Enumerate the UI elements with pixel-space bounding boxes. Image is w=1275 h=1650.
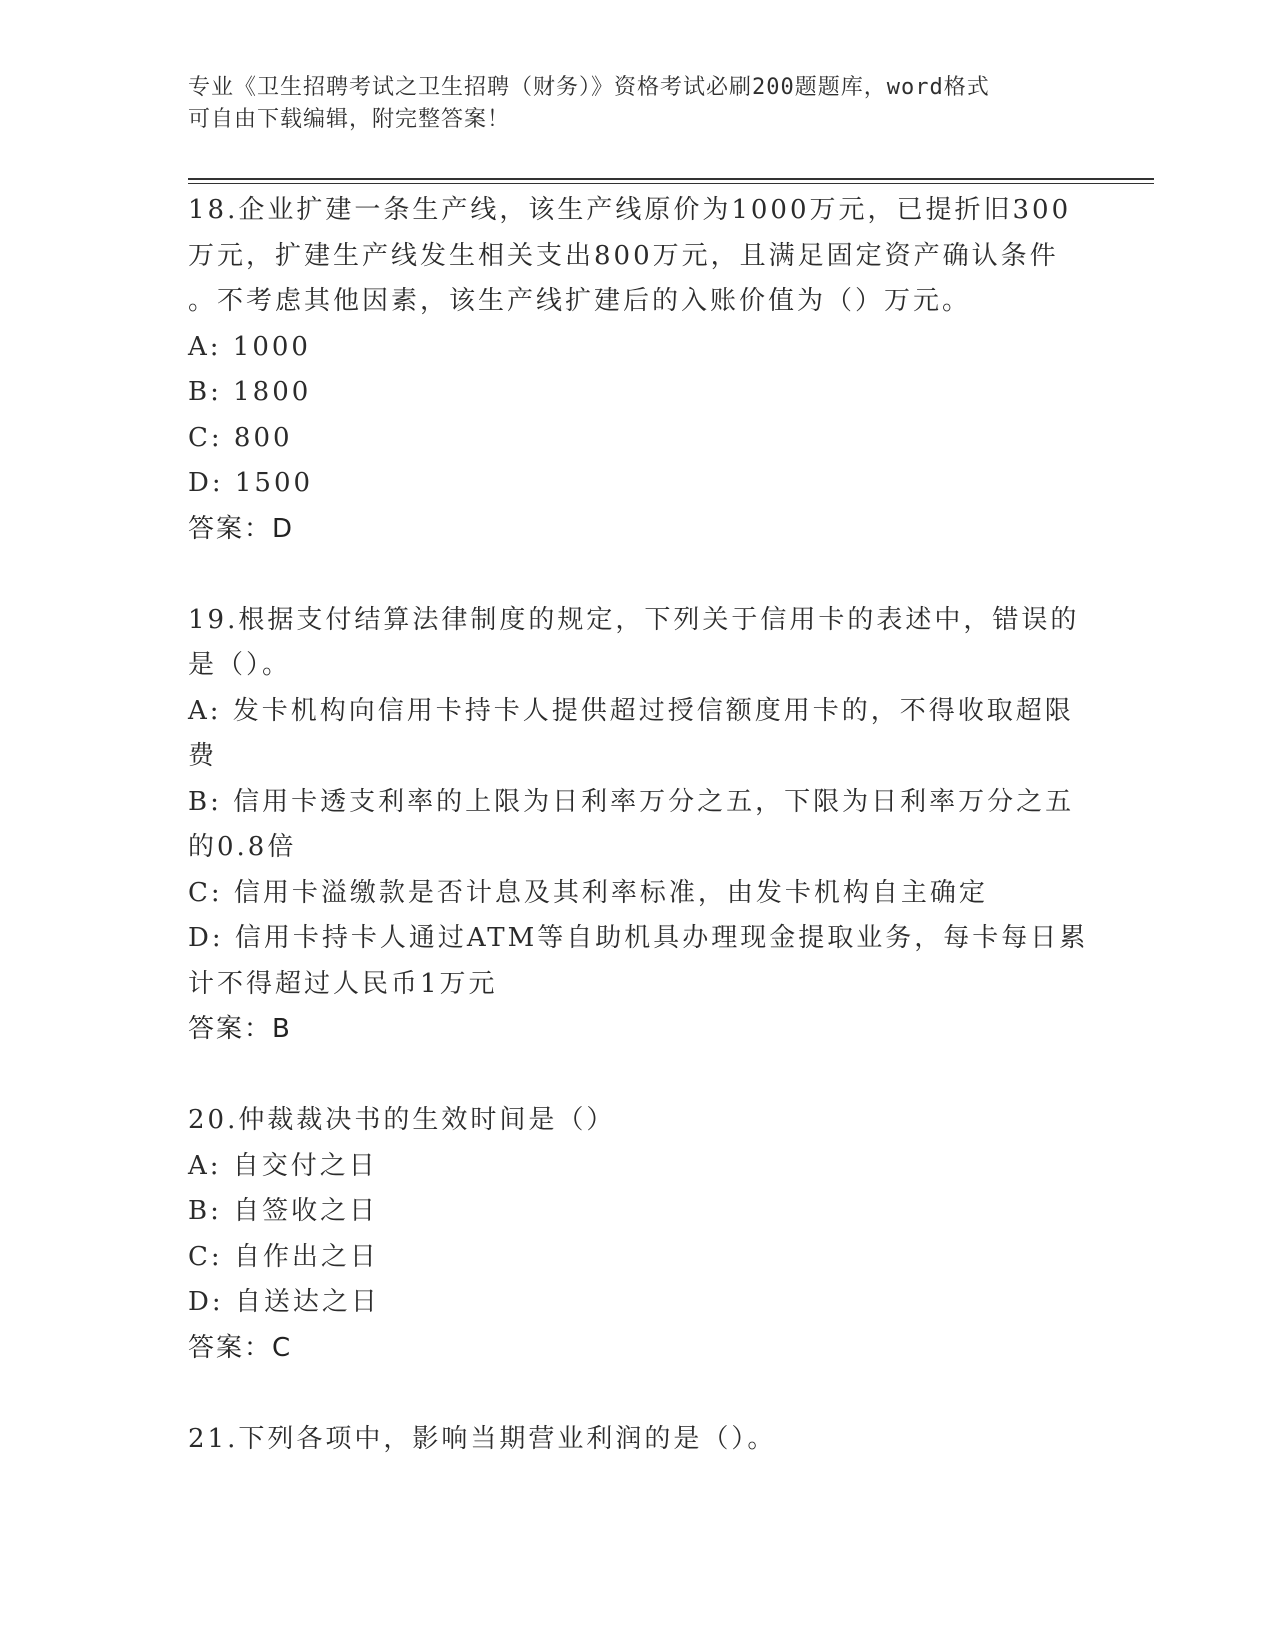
question-18 — [188, 188, 1088, 552]
question-text: 19.根据支付结算法律制度的规定，下列关于信用卡的表述中，错误的 — [188, 604, 1080, 635]
option-b: B: 自签收之日 — [188, 1196, 379, 1226]
answer: 答案：C — [188, 1332, 293, 1363]
answer: 答案：D — [188, 513, 295, 544]
option-b: B: 1800 — [188, 377, 312, 407]
header-rule-thick — [188, 178, 1154, 180]
option-a: A: 1000 — [188, 331, 311, 362]
answer: 答案：B — [188, 1014, 292, 1044]
question-text: 18.企业扩建一条生产线，该生产线原价为1000万元，已提折旧300 — [188, 195, 1072, 225]
option-d: D: 1500 — [188, 468, 314, 498]
header-line-1: 专业《卫生招聘考试之卫生招聘（财务）》资格考试必刷200题题库，word格式 — [188, 75, 990, 100]
option-c: C: 信用卡溢缴款是否计息及其利率标准，由发卡机构自主确定 — [188, 877, 988, 908]
question-19 — [188, 598, 1088, 1053]
document-header — [188, 72, 1068, 136]
spacer — [188, 1053, 1088, 1099]
question-text: 。不考虑其他因素，该生产线扩建后的入账价值为（）万元。 — [188, 286, 972, 316]
question-text: 万元，扩建生产线发生相关支出800万元，且满足固定资产确认条件 — [188, 240, 1059, 271]
option-b: B: 信用卡透支利率的上限为日利率万分之五，下限为日利率万分之五 — [188, 786, 1075, 817]
option-a: A: 发卡机构向信用卡持卡人提供超过授信额度用卡的，不得收取超限 — [188, 695, 1074, 726]
question-20 — [188, 1098, 1088, 1371]
option-a: A: 自交付之日 — [188, 1150, 378, 1181]
spacer — [188, 552, 1088, 598]
question-text: 21.下列各项中，影响当期营业利润的是（）。 — [188, 1423, 777, 1454]
option-b-continued: 的0.8倍 — [188, 832, 297, 862]
option-d: D: 自送达之日 — [188, 1287, 380, 1317]
option-d-continued: 计不得超过人民币1万元 — [188, 968, 498, 999]
option-c: C: 800 — [188, 422, 293, 453]
question-text: 是（）。 — [188, 650, 292, 680]
question-list — [188, 188, 1088, 1462]
question-text: 20.仲裁裁决书的生效时间是（） — [188, 1105, 616, 1135]
option-d: D: 信用卡持卡人通过ATM等自助机具办理现金提取业务，每卡每日累 — [188, 923, 1089, 953]
header-line-2: 可自由下载编辑，附完整答案！ — [188, 107, 511, 132]
option-c: C: 自作出之日 — [188, 1241, 379, 1272]
header-rule-thin — [188, 183, 1154, 184]
question-21 — [188, 1417, 1088, 1463]
spacer — [188, 1371, 1088, 1417]
option-a-continued: 费 — [188, 741, 218, 771]
